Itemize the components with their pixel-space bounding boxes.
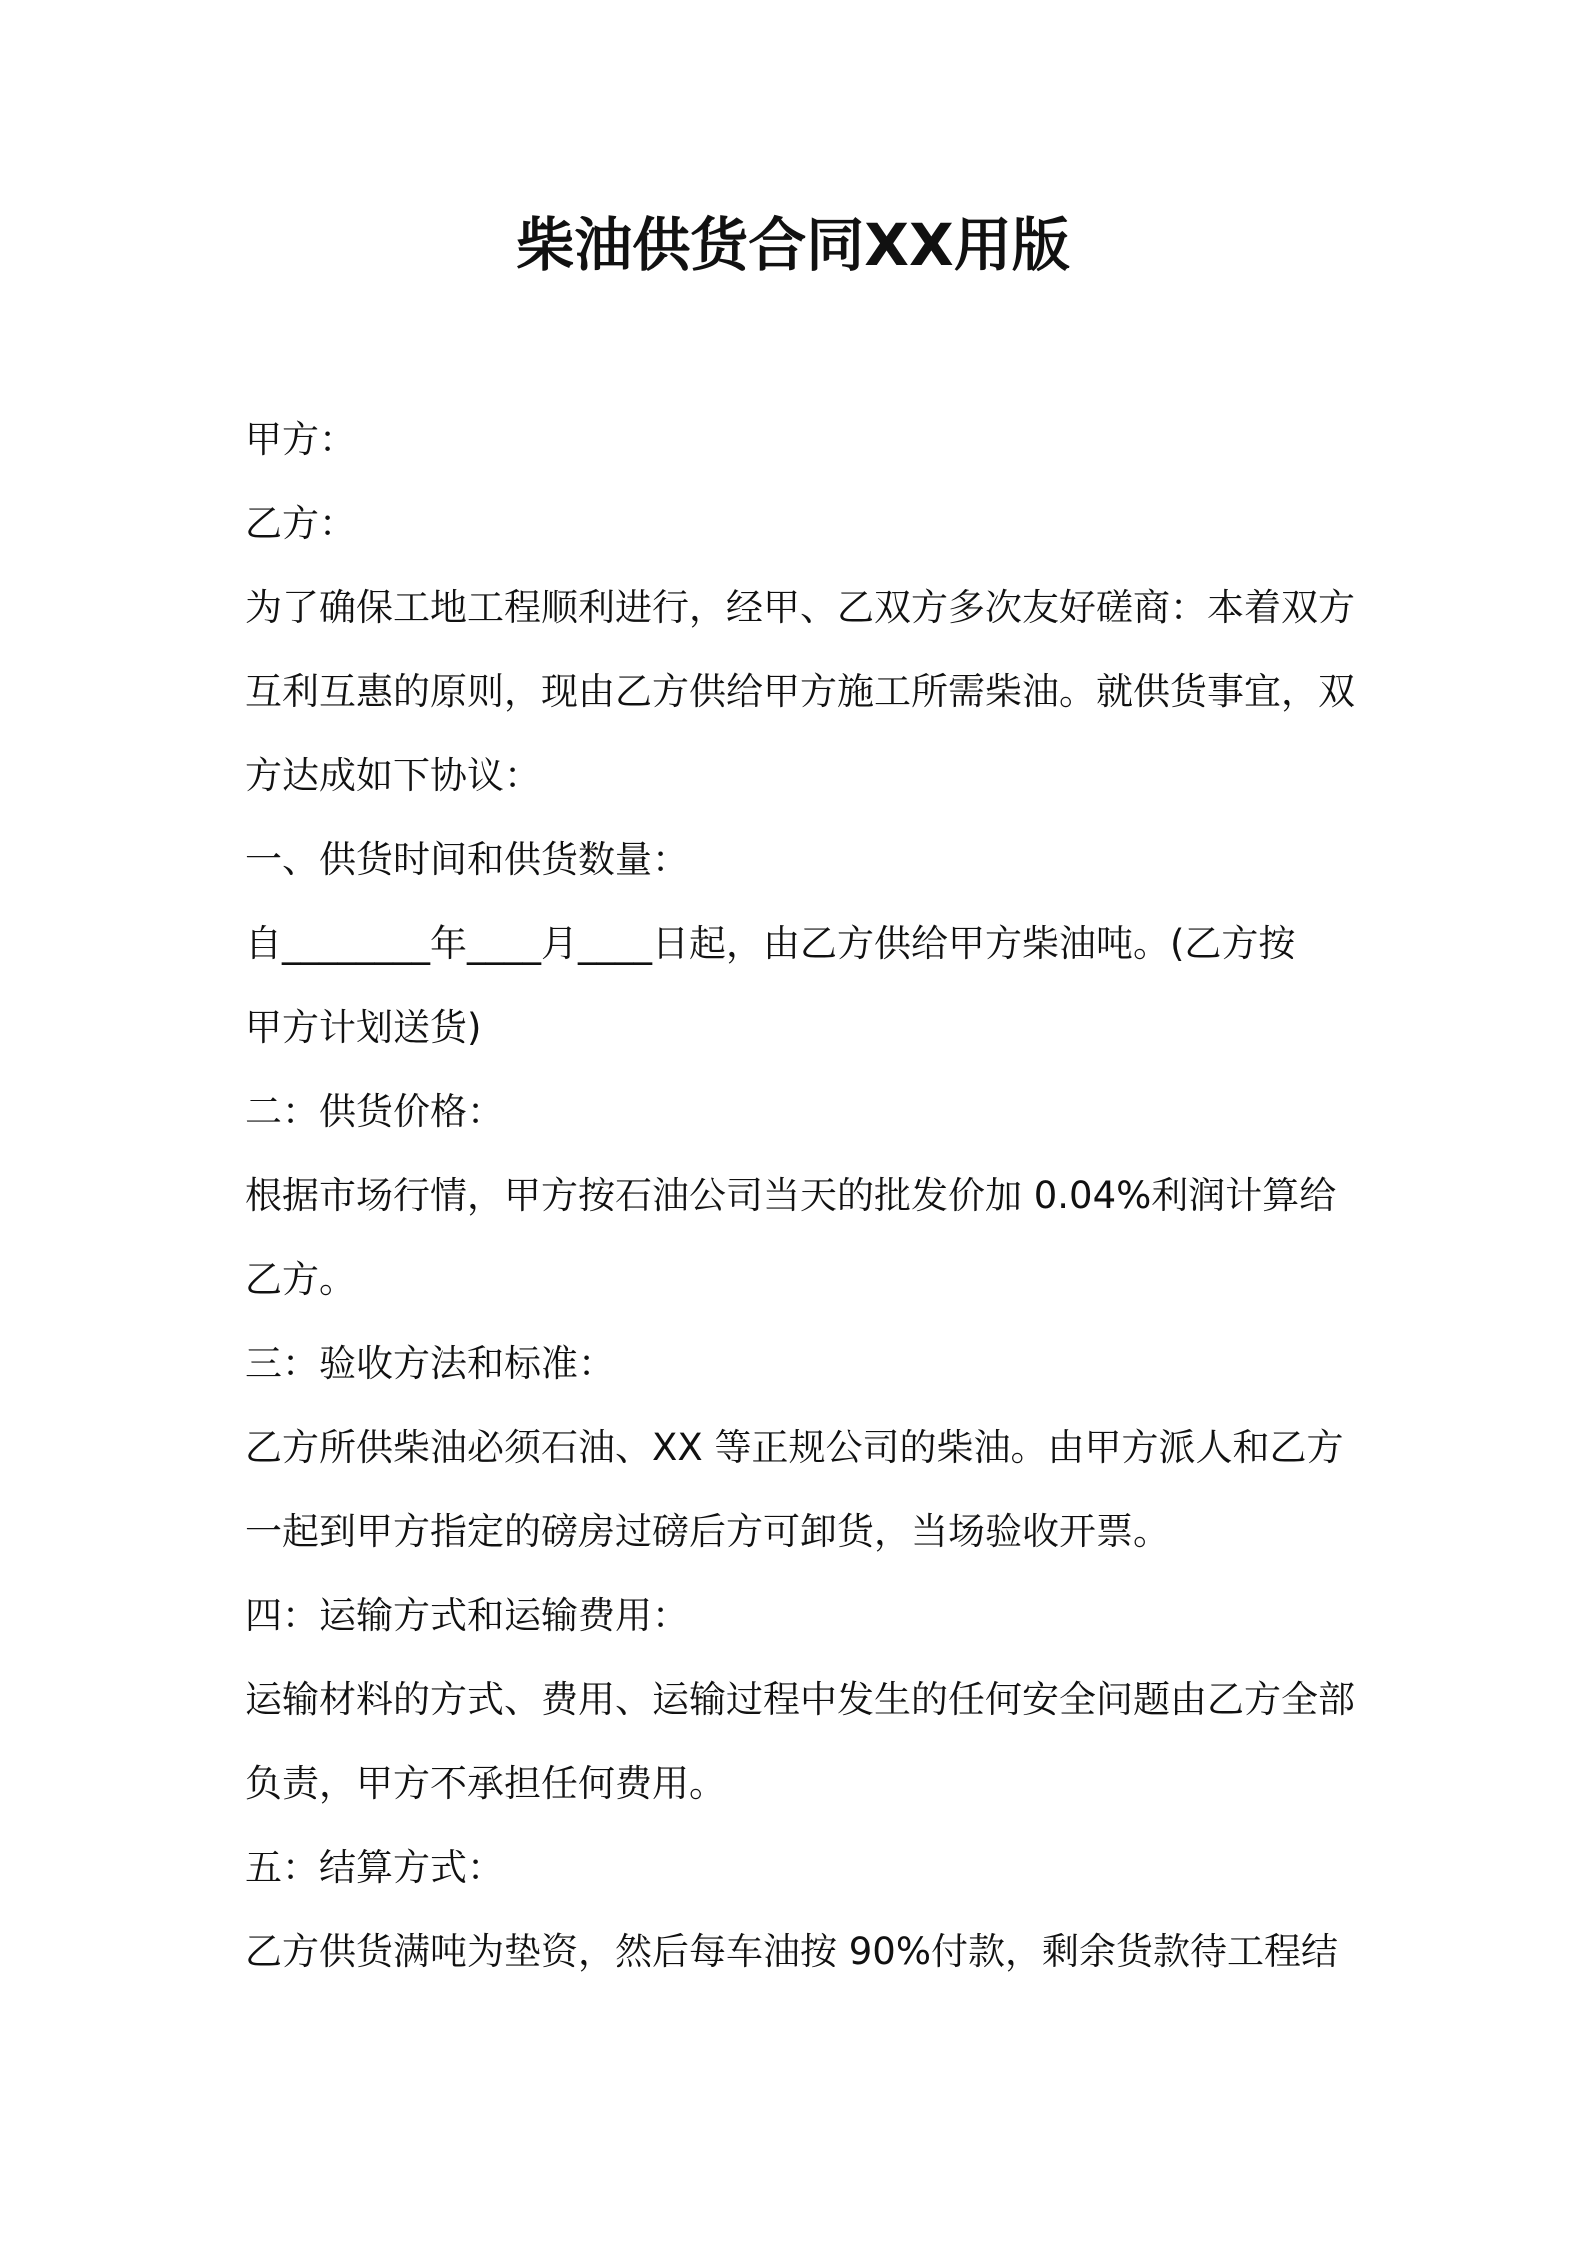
document-title: 柴油供货合同XX用版 [516,211,1070,279]
price-text-line: 根据市场行情，甲方按石油公司当天的批发价加 0.04%利润计算给 [245,1174,1337,1217]
preamble-line: 为了确保工地工程顺利进行，经甲、乙双方多次友好磋商：本着双方 [245,586,1355,629]
section-heading-acceptance: 三：验收方法和标准： [245,1342,615,1385]
acceptance-text-line: 乙方所供柴油必须石油、XX 等正规公司的柴油。由甲方派人和乙方 [245,1426,1344,1469]
supply-time-text-line: 甲方计划送货) [245,1006,482,1049]
preamble-line: 方达成如下协议： [245,754,541,797]
document-body [245,398,1385,1994]
section-heading-price: 二：供货价格： [245,1090,504,1133]
settlement-text-line: 乙方供货满吨为垫资，然后每车油按 90%付款，剩余货款待工程结 [245,1930,1338,1973]
section-heading-supply-time: 一、供货时间和供货数量： [245,838,689,881]
transport-text-line: 运输材料的方式、费用、运输过程中发生的任何安全问题由乙方全部 [245,1678,1355,1721]
acceptance-text-line: 一起到甲方指定的磅房过磅后方可卸货，当场验收开票。 [245,1510,1170,1553]
price-text-line: 乙方。 [245,1258,356,1301]
party-a-label: 甲方： [245,418,356,461]
section-heading-settlement: 五：结算方式： [245,1846,504,1889]
transport-text-line: 负责，甲方不承担任何费用。 [245,1762,726,1805]
party-b-label: 乙方： [245,502,356,545]
section-heading-transport: 四：运输方式和运输费用： [245,1594,689,1637]
preamble-line: 互利互惠的原则，现由乙方供给甲方施工所需柴油。就供货事宜，双 [245,670,1355,713]
supply-time-text-line: 自________年____月____日起，由乙方供给甲方柴油吨。(乙方按 [245,922,1296,965]
